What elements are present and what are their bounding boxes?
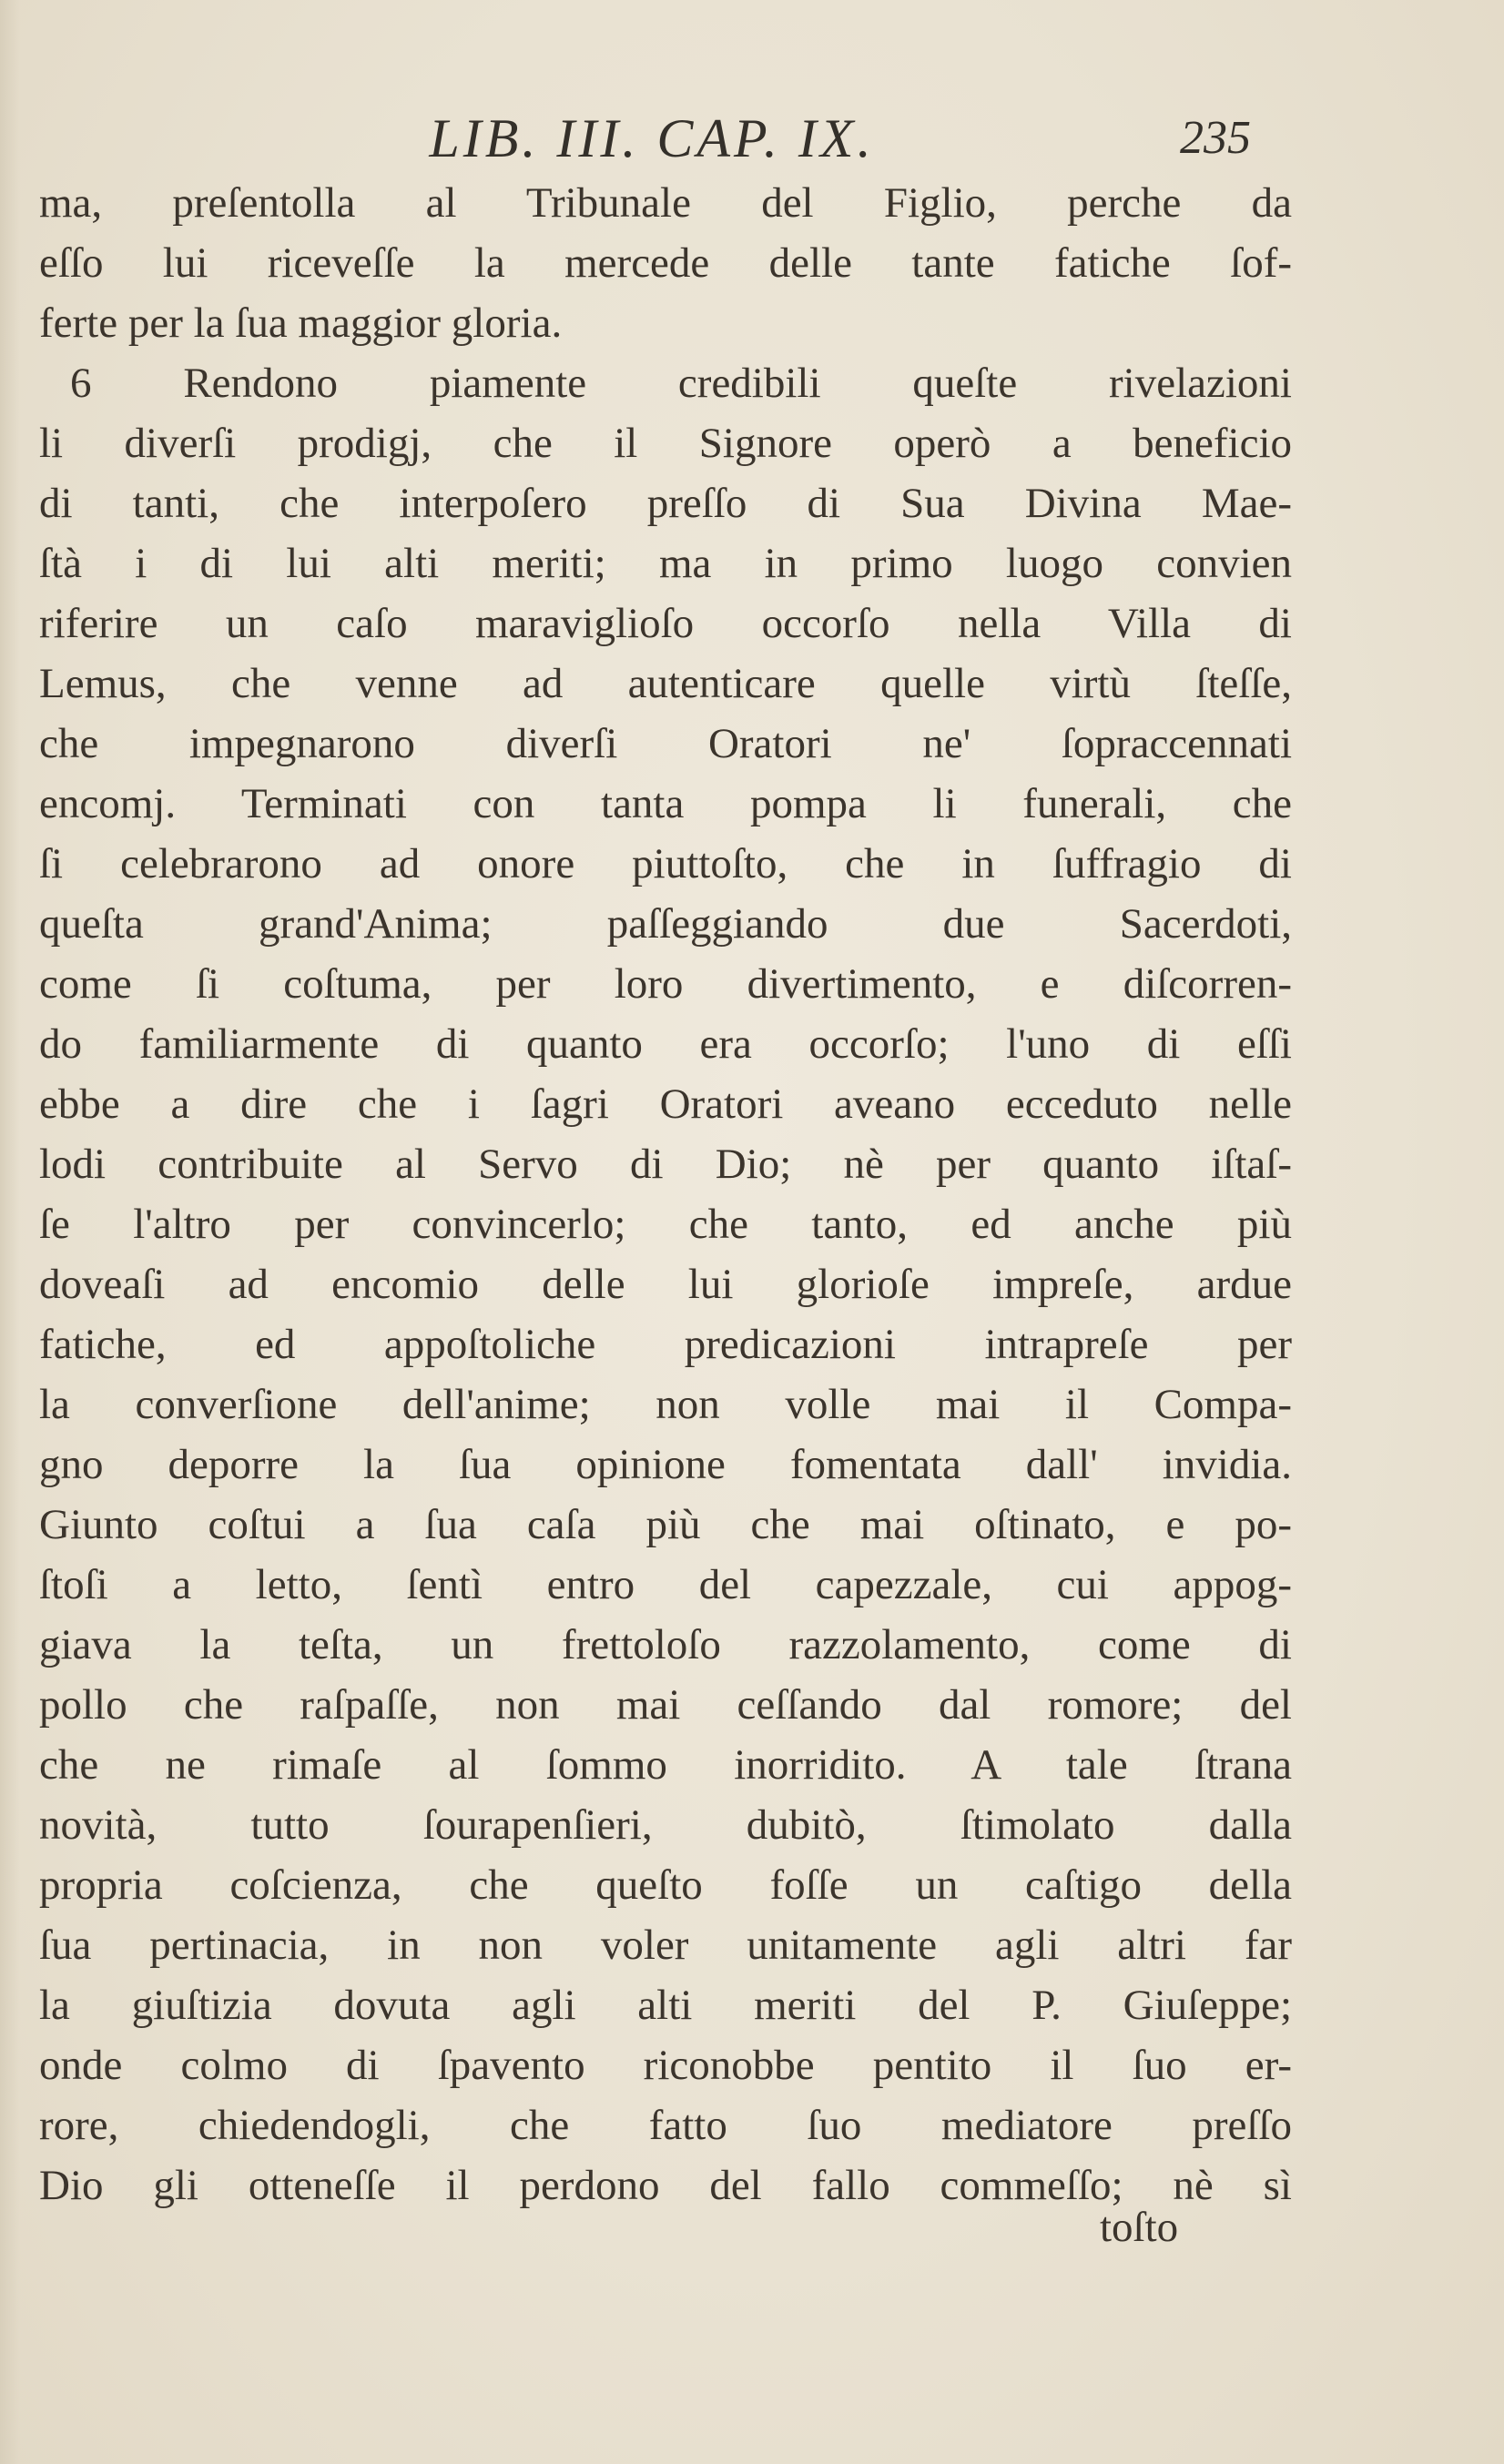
text-line: ferte per la ſua maggior gloria. [39, 299, 563, 347]
text-line: ſua pertinacia, in non voler unitamente agli altri far [39, 1922, 1292, 1969]
text-line: do familiarmente di quanto era occorſo; l'uno di eſſi [39, 1020, 1292, 1068]
text-line: queſta grand'Anima; paſſeggiando due Sacerdoti, [39, 900, 1292, 948]
text-line: ſtoſi a letto, ſentì entro del capezzale, cui appog- [39, 1561, 1292, 1608]
text-line: novità, tutto ſourapenſieri, dubitò, ſtimolato dalla [39, 1801, 1292, 1849]
text-line: la converſione dell'anime; non volle mai il Compa- [39, 1381, 1292, 1428]
text-line: ebbe a dire che i ſagri Oratori aveano ecceduto nelle [39, 1080, 1292, 1128]
text-line: rore, chiedendogli, che fatto ſuo mediatore preſſo [39, 2102, 1292, 2149]
page-header [0, 107, 1504, 171]
text-line: Lemus, che venne ad autenticare quelle virtù ſteſſe, [39, 660, 1292, 707]
text-line: doveaſi ad encomio delle lui glorioſe impreſe, ardue [39, 1261, 1292, 1308]
text-line: encomj. Terminati con tanta pompa li funerali, che [39, 780, 1292, 827]
text-line: che ne rimaſe al ſommo inorridito. A tale ſtrana [39, 1741, 1292, 1789]
text-line: come ſi coſtuma, per loro divertimento, e diſcorren- [39, 960, 1292, 1008]
text-line: lodi contribuite al Servo di Dio; nè per quanto iſtaſ- [39, 1141, 1292, 1188]
text-line: di tanti, che interpoſero preſſo di Sua Divina Mae- [39, 480, 1292, 527]
catchword: toſto [1100, 2204, 1179, 2251]
text-line: ſtà i di lui alti meriti; ma in primo luogo convien [39, 540, 1292, 587]
text-line: pollo che raſpaſſe, non mai ceſſando dal romore; del [39, 1681, 1292, 1729]
text-line: ma, preſentolla al Tribunale del Figlio, perche da [39, 179, 1292, 227]
body-text [39, 173, 1292, 2216]
text-line: li diverſi prodigj, che il Signore operò a beneficio [39, 420, 1292, 467]
text-line: giava la teſta, un frettoloſo razzolamento, come di [39, 1621, 1292, 1668]
running-title: LIB. III. CAP. IX. [429, 108, 875, 168]
text-line: propria coſcienza, che queſto foſſe un caſtigo della [39, 1861, 1292, 1909]
text-line: ſe l'altro per convincerlo; che tanto, ed anche più [39, 1201, 1292, 1248]
text-line: eſſo lui riceveſſe la mercede delle tante fatiche ſof- [39, 239, 1292, 287]
page-number: 235 [1180, 112, 1251, 164]
page-gutter-shadow [0, 0, 20, 2464]
text-line: Giunto coſtui a ſua caſa più che mai oſtinato, e po- [39, 1501, 1292, 1548]
text-line: Dio gli otteneſſe il perdono del fallo commeſſo; nè sì [39, 2162, 1292, 2209]
text-line: gno deporre la ſua opinione fomentata dall' invidia. [39, 1441, 1292, 1488]
text-line: onde colmo di ſpavento riconobbe pentito il ſuo er- [39, 2042, 1292, 2089]
text-line: la giuſtizia dovuta agli alti meriti del P. Giuſeppe; [39, 1982, 1292, 2029]
paragraph-start-line: 6 Rendono piamente credibili queſte rivelazioni [70, 360, 1292, 407]
text-line: ſi celebrarono ad onore piuttoſto, che in ſuffragio di [39, 840, 1292, 887]
text-line: riferire un caſo maraviglioſo occorſo nella Villa di [39, 600, 1292, 647]
text-line: che impegnarono diverſi Oratori ne' ſopraccennati [39, 720, 1292, 767]
text-line: fatiche, ed appoſtoliche predicazioni intrapreſe per [39, 1321, 1292, 1368]
